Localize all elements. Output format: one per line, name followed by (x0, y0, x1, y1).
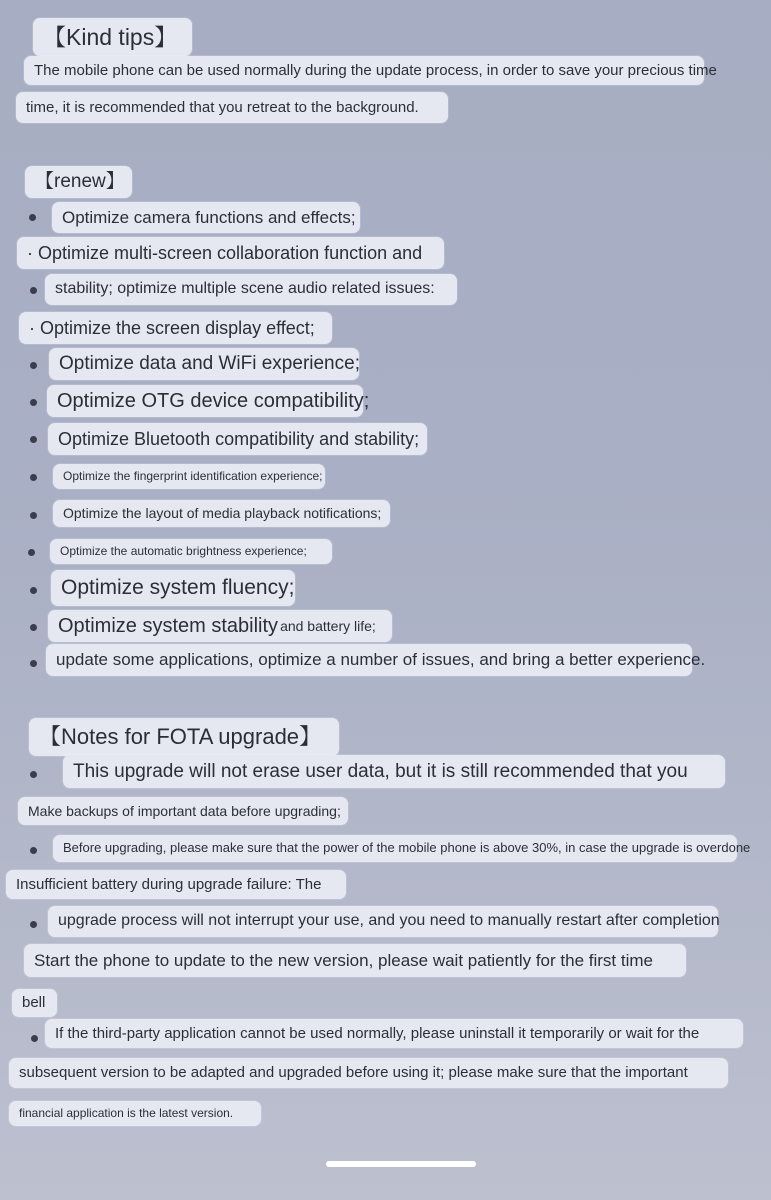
kind-tips-line-1: The mobile phone can be used normally during the update process, in order to save your precious time (24, 56, 704, 85)
bullet-dot (28, 549, 35, 556)
bullet-dot (29, 214, 36, 221)
fota-line-1: This upgrade will not erase user data, but it is still recommended that you (63, 755, 725, 788)
renew-item-otg: Optimize OTG device compatibility; (47, 385, 363, 417)
renew-item-stability-audio: stability; optimize multiple scene audio related issues: (45, 274, 457, 305)
fota-line-6: Start the phone to update to the new version, please wait patiently for the first time (24, 944, 686, 977)
bullet-dot (30, 624, 37, 631)
fota-line-3: Before upgrading, please make sure that the power of the mobile phone is above 30%, in case the upgrade is overdone (53, 835, 737, 862)
bullet-dot (30, 512, 37, 519)
bullet-dot (31, 1035, 38, 1042)
bullet-dot (30, 660, 37, 667)
bullet-dot (30, 921, 37, 928)
bullet-dot (30, 474, 37, 481)
fota-heading: 【Notes for FOTA upgrade】 (29, 718, 339, 756)
bullet-dot (30, 399, 37, 406)
battery-life-text: and battery life; (280, 617, 376, 634)
renew-item-data-wifi: Optimize data and WiFi experience; (49, 348, 359, 380)
renew-item-fingerprint: Optimize the fingerprint identification experience; (53, 464, 325, 489)
kind-tips-line-2: time, it is recommended that you retreat to the background. (16, 92, 448, 123)
bullet-dot (30, 436, 37, 443)
renew-item-screen-display: · Optimize the screen display effect; (19, 312, 332, 344)
renew-item-brightness: Optimize the automatic brightness experience; (50, 539, 332, 564)
system-stability-text: Optimize system stability (58, 614, 279, 637)
bullet-dot (30, 287, 37, 294)
bullet-dot (30, 587, 37, 594)
renew-item-fluency: Optimize system fluency; (51, 570, 295, 606)
fota-line-7: bell (12, 989, 57, 1017)
home-indicator[interactable] (326, 1161, 476, 1167)
bullet-dot (30, 771, 37, 778)
bullet-dot (30, 362, 37, 369)
renew-item-update-apps: update some applications, optimize a number of issues, and bring a better experience. (46, 644, 692, 676)
renew-heading: 【renew】 (25, 166, 132, 198)
renew-item-media-playback: Optimize the layout of media playback notifications; (53, 500, 390, 527)
fota-line-2: Make backups of important data before upgrading; (18, 797, 348, 825)
renew-item-camera: Optimize camera functions and effects; (52, 202, 360, 233)
renew-item-bluetooth: Optimize Bluetooth compatibility and stability; (48, 423, 427, 455)
kind-tips-heading: 【Kind tips】 (33, 18, 192, 56)
fota-line-9: subsequent version to be adapted and upgraded before using it; please make sure that the important (9, 1058, 728, 1088)
renew-item-system-stability (48, 610, 392, 642)
fota-line-8: If the third-party application cannot be used normally, please uninstall it temporarily or wait for the (45, 1019, 743, 1048)
fota-line-4: Insufficient battery during upgrade failure: The (6, 870, 346, 899)
fota-line-5: upgrade process will not interrupt your use, and you need to manually restart after completion (48, 906, 718, 937)
fota-line-10: financial application is the latest version. (9, 1101, 261, 1126)
bullet-dot (30, 847, 37, 854)
renew-item-multiscreen: · Optimize multi-screen collaboration function and (17, 237, 444, 269)
